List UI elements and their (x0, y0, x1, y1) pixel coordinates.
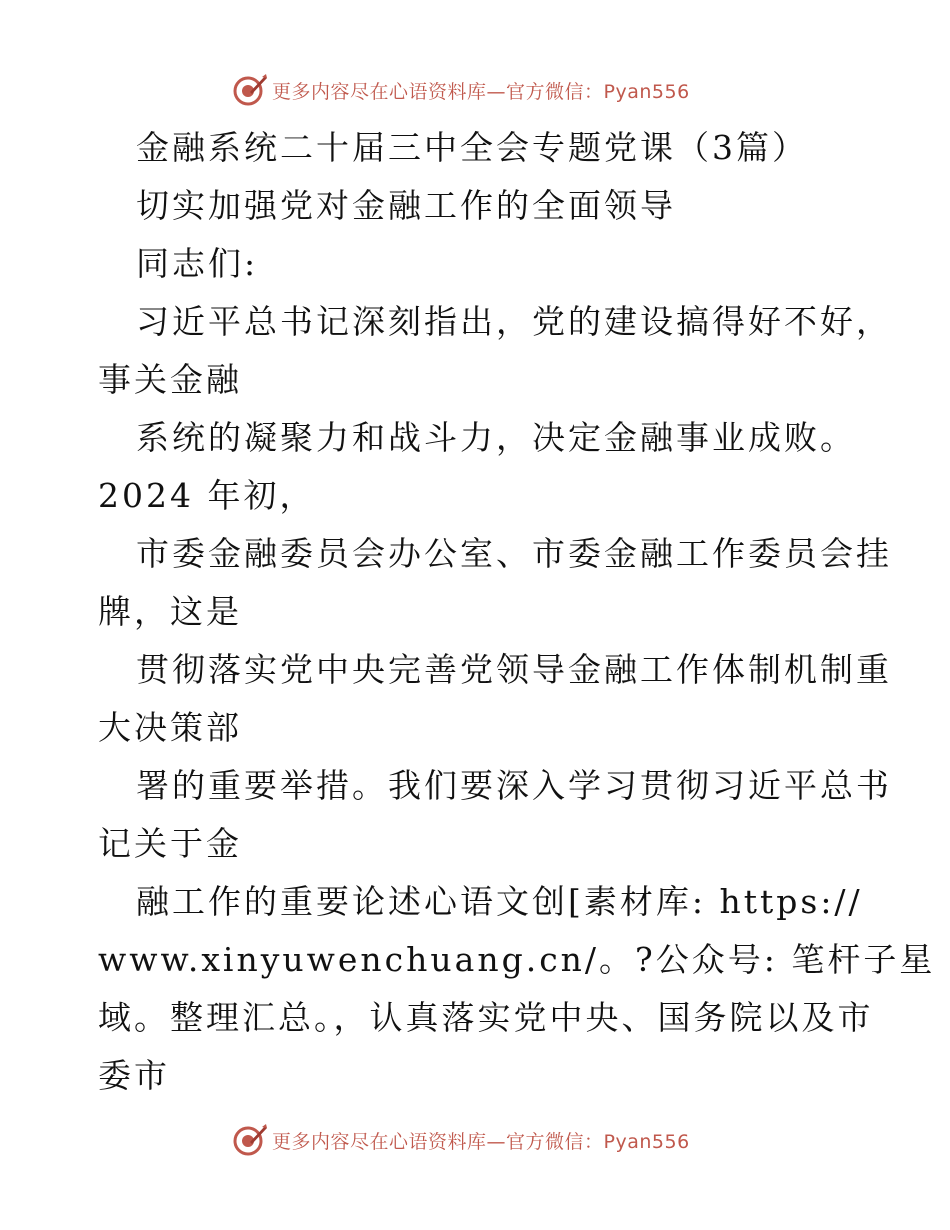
pen-logo-icon (232, 1122, 268, 1158)
document-line: 域。整理汇总。，认真落实党中央、国务院以及市 (98, 998, 874, 1037)
document-line: 记关于金 (98, 824, 242, 863)
document-line: 系统的凝聚力和战斗力，决定金融事业成败。 (136, 418, 856, 457)
document-line: 市委金融委员会办公室、市委金融工作委员会挂 (136, 534, 892, 573)
footer-watermark-banner (232, 1120, 690, 1160)
document-line: 委市 (98, 1056, 170, 1095)
document-line: 事关金融 (98, 360, 242, 399)
document-line: 2024 年初， (98, 476, 316, 515)
document-line: 习近平总书记深刻指出，党的建设搞得好不好， (136, 302, 892, 341)
pen-logo-icon (232, 72, 268, 108)
document-line: 融工作的重要论述心语文创[素材库: https:// (136, 882, 863, 921)
header-watermark-text: 更多内容尽在心语资料库—官方微信：Pyan556 (272, 80, 690, 103)
document-line: 署的重要举措。我们要深入学习贯彻习近平总书 (136, 766, 892, 805)
footer-watermark-text: 更多内容尽在心语资料库—官方微信：Pyan556 (272, 1130, 690, 1153)
document-line: 牌，这是 (98, 592, 242, 631)
document-line: 同志们: (136, 244, 259, 283)
document-line: 大决策部 (98, 708, 242, 747)
document-line: 贯彻落实党中央完善党领导金融工作体制机制重 (136, 650, 892, 689)
document-line: 金融系统二十届三中全会专题党课（3篇） (136, 128, 808, 167)
document-line: www.xinyuwenchuang.cn/。?公众号: 笔杆子星 (98, 940, 936, 979)
document-line: 切实加强党对金融工作的全面领导 (136, 186, 676, 225)
header-watermark-banner (232, 70, 690, 110)
